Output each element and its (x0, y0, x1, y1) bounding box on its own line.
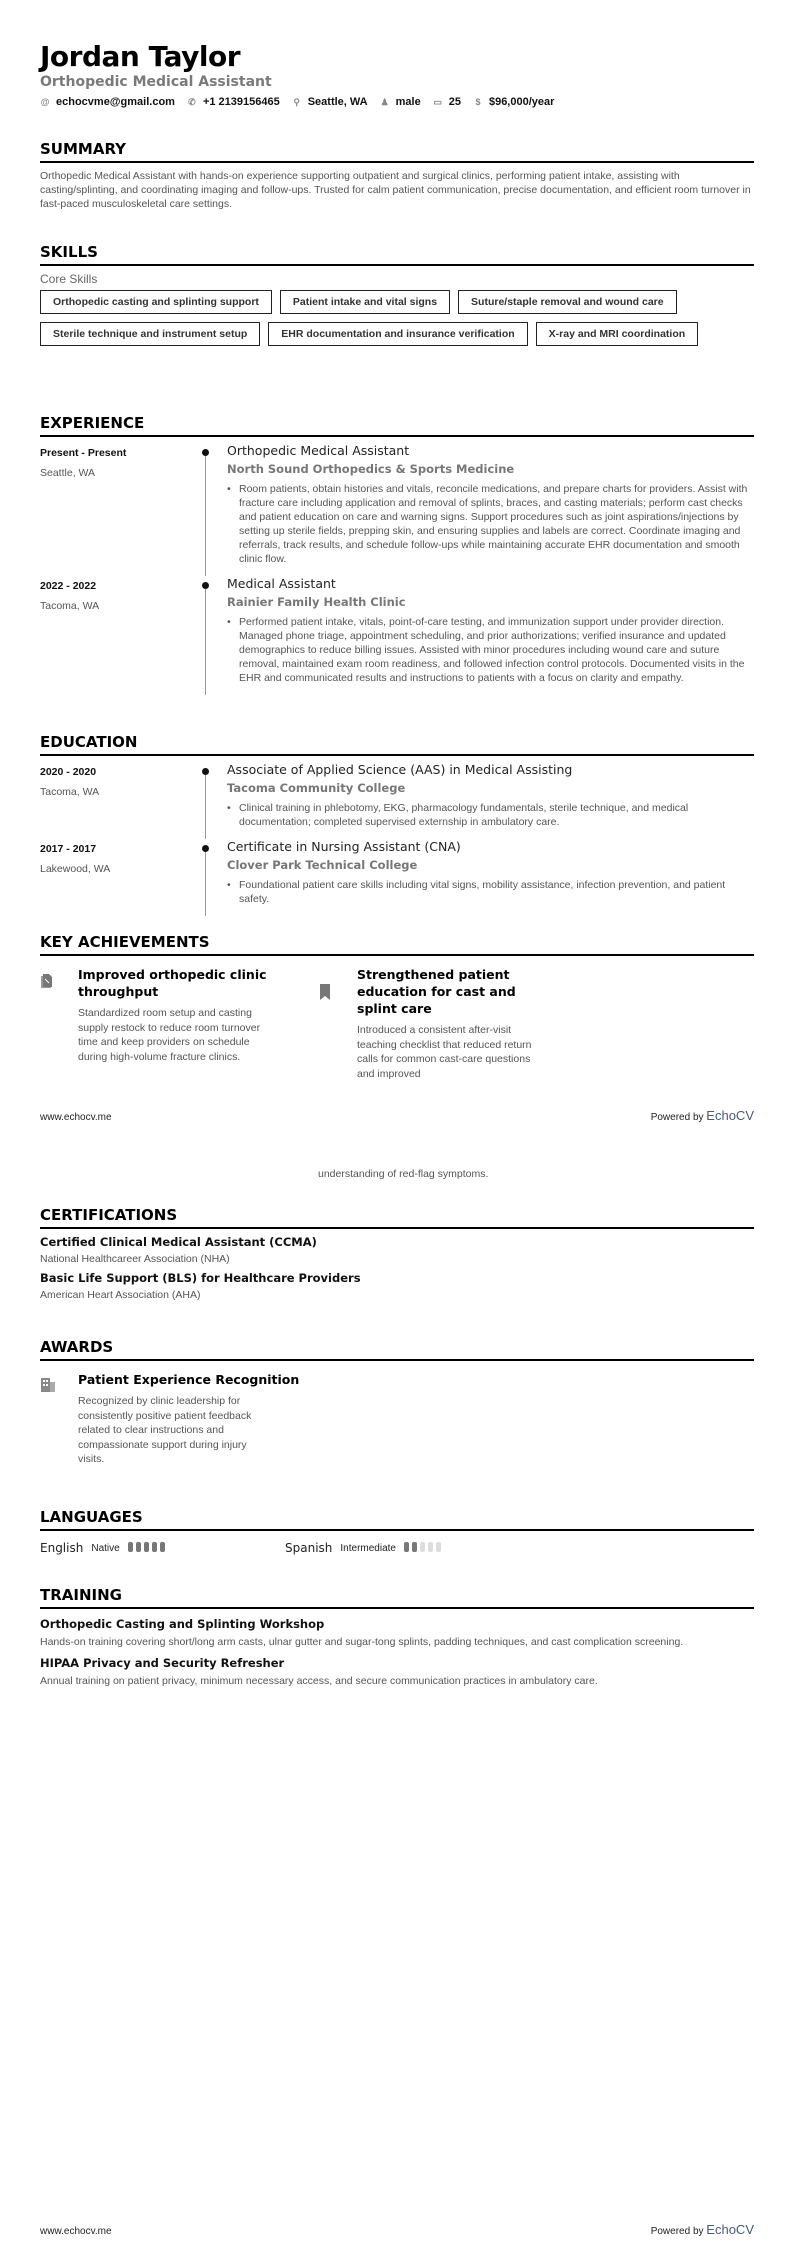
proficiency-meter (128, 1539, 168, 1557)
entry-bullet: Performed patient intake, vitals, point-of-care testing, and immunization support under provider direction. Managed phone triage, appointment scheduling, and prior authorizations; verified insurance and updated demographics to reduce billing issues. Assisted with minor procedures including wound care and suture removal, maintained exam room readiness, and followed infection control protocols. Documented visits in the EHR and communicated results and instructions to patients with a focus on clarity and empathy. (239, 616, 745, 684)
contact-gender: ♟ male (380, 96, 421, 108)
skill-tag: Sterile technique and instrument setup (40, 322, 260, 346)
bookmark-icon (319, 966, 357, 1081)
achievements-heading: KEY ACHIEVEMENTS (40, 933, 754, 956)
training-desc: Hands-on training covering short/long arm casts, ulnar gutter and sugar-tong splints, padding techniques, and cast complication screening. (40, 1636, 684, 1648)
entry-role: Orthopedic Medical Assistant (227, 443, 410, 458)
cert-name: Basic Life Support (BLS) for Healthcare Providers (40, 1271, 361, 1285)
entry-dates: 2022 - 2022 (40, 580, 97, 592)
skills-heading: SKILLS (40, 243, 754, 266)
achievement-item (40, 966, 315, 1081)
skill-tag: Patient intake and vital signs (280, 290, 450, 314)
page-footer (40, 1108, 754, 1123)
education-heading: EDUCATION (40, 733, 754, 756)
entry-degree: Associate of Applied Science (AAS) in Medical Assisting (227, 762, 573, 777)
skill-tag: Orthopedic casting and splinting support (40, 290, 272, 314)
award-item (40, 1371, 315, 1467)
building-icon (40, 1371, 78, 1467)
achievement-desc: Standardized room setup and casting supply restock to reduce room turnover time and keep providers on schedule during high-volume fracture clinics. (78, 1007, 261, 1063)
training-name: HIPAA Privacy and Security Refresher (40, 1656, 285, 1670)
entry-dates: 2020 - 2020 (40, 766, 97, 778)
language-name: English (40, 1541, 84, 1555)
bullet-icon: • (227, 802, 231, 814)
language-item (285, 1539, 530, 1557)
skills-list (40, 290, 754, 354)
entry-bullet: Room patients, obtain histories and vitals, reconcile medications, and prepare charts for providers. Assist with fracture care including application and removal of splints, braces, and casting materials; perform cast checks and patient education on care and warning signs. Support procedures such as joint aspirations/injections by setting up sterile fields, prepping skin, and ensuring supplies and labels are correct. Coordinate imaging and referrals, track results, and schedule follow-ups while maintaining accurate EHR documentation and smooth clinic flow. (239, 483, 748, 565)
experience-section (40, 414, 754, 695)
bullet-icon: • (227, 483, 231, 495)
candidate-title: Orthopedic Medical Assistant (40, 74, 272, 90)
achievement-item (319, 966, 594, 1081)
at-icon: @ (40, 97, 50, 107)
entry-school: Clover Park Technical College (227, 858, 418, 872)
brand-logo[interactable]: EchoCV (706, 2222, 754, 2237)
language-level: Intermediate (340, 1542, 396, 1554)
footer-website-link[interactable]: www.echocv.me (40, 2226, 112, 2237)
timeline-dot-icon (202, 449, 209, 456)
experience-entry (40, 443, 754, 576)
contact-age: ▭ 25 (433, 96, 461, 108)
training-desc: Annual training on patient privacy, minimum necessary access, and secure communication practices in ambulatory care. (40, 1675, 598, 1687)
timeline-dot-icon (202, 768, 209, 775)
training-name: Orthopedic Casting and Splinting Workshop (40, 1617, 325, 1631)
certifications-section (40, 1206, 754, 1301)
footer-powered-by: Powered by EchoCV (650, 2222, 754, 2237)
award-desc: Recognized by clinic leadership for consistently positive patient feedback related to clear instructions and compassionate support during injury visits. (78, 1395, 252, 1465)
achievement-desc: Introduced a consistent after-visit teaching checklist that reduced return calls for common cast-care questions and improved (357, 1024, 532, 1080)
contact-email[interactable]: @ echocvme@gmail.com (40, 96, 175, 108)
timeline-line (205, 847, 206, 916)
skills-subheading: Core Skills (40, 272, 98, 286)
skill-tag: X-ray and MRI coordination (536, 322, 699, 346)
timeline-dot-icon (202, 582, 209, 589)
language-item (40, 1539, 285, 1557)
entry-degree: Certificate in Nursing Assistant (CNA) (227, 839, 461, 854)
experience-heading: EXPERIENCE (40, 414, 754, 437)
awards-section (40, 1338, 754, 1467)
cert-org: American Heart Association (AHA) (40, 1289, 201, 1301)
skill-tag: Suture/staple removal and wound care (458, 290, 677, 314)
timeline-line (205, 770, 206, 839)
bullet-icon: • (227, 879, 231, 891)
bullet-icon: • (227, 616, 231, 628)
calendar-icon: ▭ (433, 97, 442, 107)
person-icon: ♟ (380, 97, 389, 107)
entry-location: Seattle, WA (40, 467, 96, 479)
achievement-title: Improved orthopedic clinic throughput (78, 967, 267, 999)
entry-location: Tacoma, WA (40, 786, 100, 798)
brand-logo[interactable]: EchoCV (706, 1108, 754, 1123)
clipboard-icon (40, 966, 78, 1081)
entry-role: Medical Assistant (227, 576, 336, 591)
entry-school: Tacoma Community College (227, 781, 406, 795)
skill-tag: EHR documentation and insurance verification (268, 322, 527, 346)
contact-phone[interactable]: ✆ +1 2139156465 (188, 96, 280, 108)
award-title: Patient Experience Recognition (78, 1372, 300, 1387)
timeline-line (205, 584, 206, 695)
contact-bar (40, 96, 566, 108)
summary-heading: SUMMARY (40, 140, 754, 163)
achievement-desc-continued: understanding of red-flag symptoms. (318, 1168, 489, 1180)
cert-name: Certified Clinical Medical Assistant (CCMA) (40, 1235, 317, 1249)
training-heading: TRAINING (40, 1586, 754, 1609)
education-section (40, 733, 754, 916)
education-entry (40, 839, 754, 916)
language-name: Spanish (285, 1541, 333, 1555)
entry-org: Rainier Family Health Clinic (227, 595, 406, 609)
page-footer (40, 2222, 754, 2237)
entry-location: Tacoma, WA (40, 600, 100, 612)
candidate-name: Jordan Taylor (40, 40, 240, 73)
entry-bullet: Clinical training in phlebotomy, EKG, pharmacology fundamentals, sterile technique, and medical documentation; completed supervised externship in ambulatory care. (239, 802, 689, 828)
awards-heading: AWARDS (40, 1338, 754, 1361)
summary-text: Orthopedic Medical Assistant with hands-on experience supporting outpatient and surgical clinics, performing patient intake, assisting with casting/splinting, and coordinating imaging and follow-ups. Trusted for calm patient communication, precise documentation, and efficient room turnover in fast-paced musculoskeletal care settings. (40, 170, 751, 210)
certifications-heading: CERTIFICATIONS (40, 1206, 754, 1229)
contact-location: ⚲ Seattle, WA (293, 96, 368, 108)
education-entry (40, 762, 754, 839)
entry-org: North Sound Orthopedics & Sports Medicine (227, 462, 515, 476)
cert-org: National Healthcareer Association (NHA) (40, 1253, 230, 1265)
achievement-title: Strengthened patient education for cast and splint care (357, 967, 516, 1016)
timeline-line (205, 451, 206, 576)
training-section (40, 1586, 754, 1687)
entry-dates: 2017 - 2017 (40, 843, 97, 855)
skills-section (40, 243, 754, 354)
location-pin-icon: ⚲ (293, 97, 301, 107)
language-level: Native (91, 1542, 120, 1554)
languages-section (40, 1508, 754, 1557)
achievements-section (40, 933, 754, 1081)
entry-dates: Present - Present (40, 447, 127, 459)
proficiency-meter (404, 1539, 444, 1557)
languages-heading: LANGUAGES (40, 1508, 754, 1531)
contact-salary: $ $96,000/year (473, 96, 554, 108)
dollar-coin-icon: $ (475, 97, 481, 107)
footer-website-link[interactable]: www.echocv.me (40, 1112, 112, 1123)
footer-powered-by: Powered by EchoCV (650, 1108, 754, 1123)
phone-icon: ✆ (188, 97, 196, 107)
entry-location: Lakewood, WA (40, 863, 111, 875)
experience-entry (40, 576, 754, 695)
timeline-dot-icon (202, 845, 209, 852)
entry-bullet: Foundational patient care skills including vital signs, mobility assistance, infection prevention, and patient safety. (239, 879, 726, 905)
summary-section (40, 140, 754, 211)
